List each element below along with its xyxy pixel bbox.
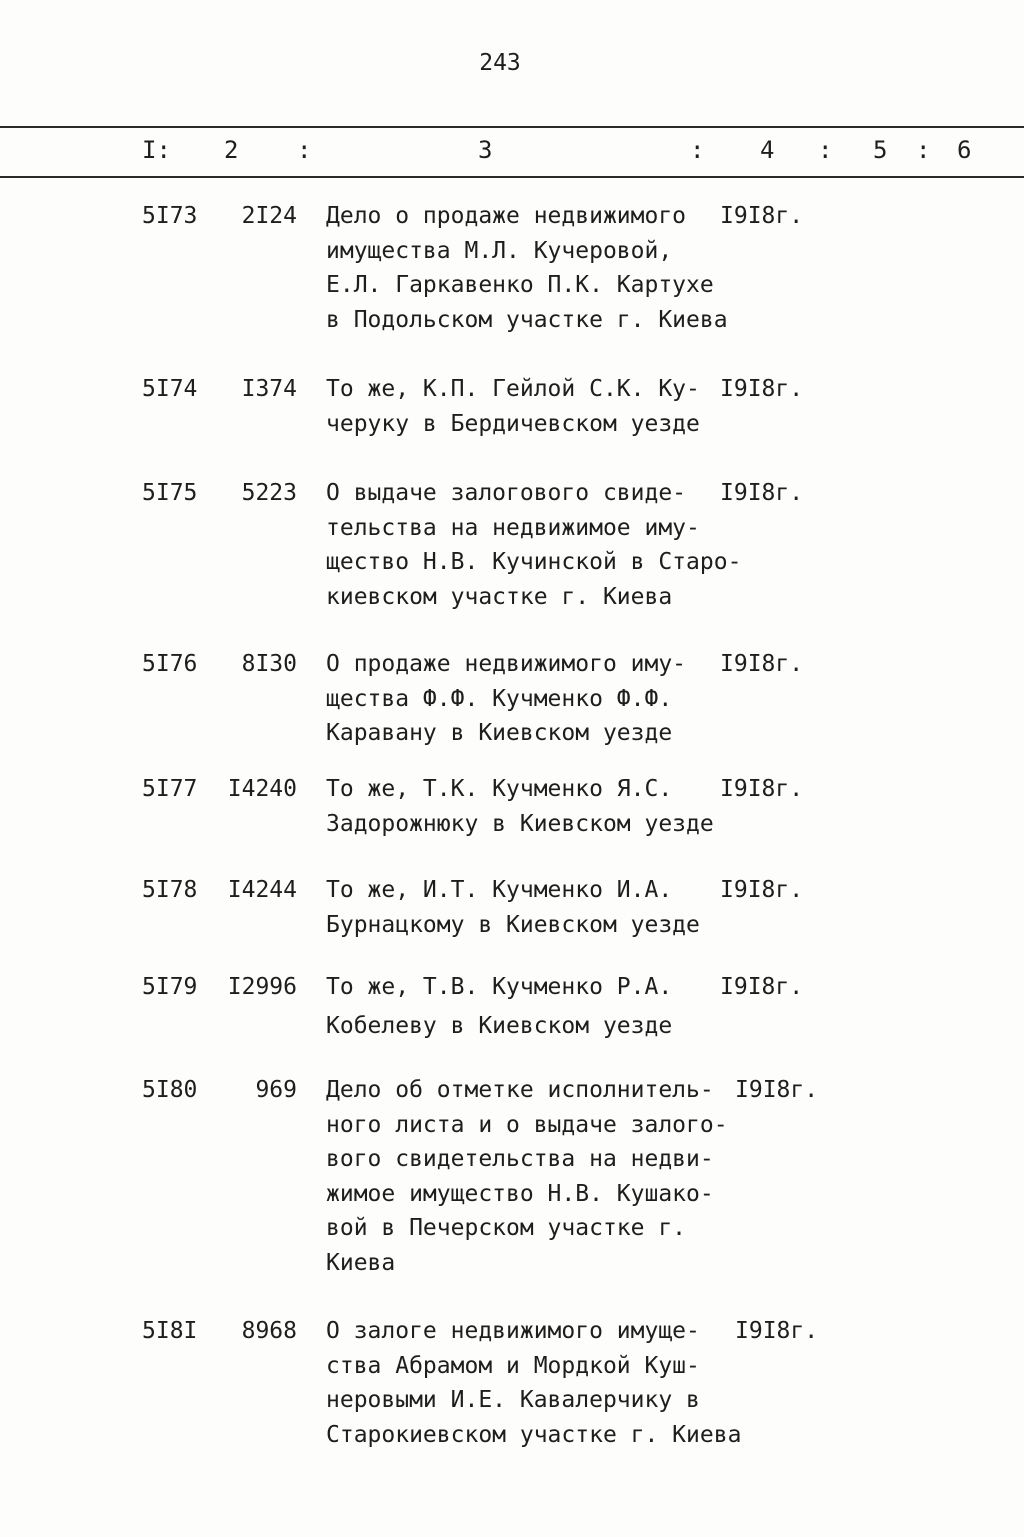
header-bottom-rule bbox=[0, 176, 1024, 178]
page-number: 243 bbox=[479, 50, 521, 76]
column-separator: : bbox=[690, 136, 705, 164]
description-line: Дело о продаже недвижимого bbox=[326, 203, 687, 229]
column-separator: : bbox=[818, 136, 833, 164]
row-number: 5I80 bbox=[142, 1077, 198, 1103]
column-separator: : bbox=[297, 136, 312, 164]
row-reference: I2996 bbox=[227, 974, 297, 1000]
row-reference: I4244 bbox=[227, 877, 297, 903]
row-description bbox=[326, 647, 766, 751]
description-line: черуку в Бердичевском уезде bbox=[326, 410, 700, 437]
description-line: киевском участке г. Киева bbox=[326, 583, 673, 610]
description-line: имущества М.Л. Кучеровой, bbox=[326, 237, 673, 264]
row-reference: 8I30 bbox=[241, 651, 297, 677]
row-description bbox=[326, 199, 766, 337]
column-3-header: 3 bbox=[478, 136, 493, 164]
description-line: Каравану в Киевском уезде bbox=[326, 720, 673, 746]
description-line: вого свидетельства на недви- bbox=[326, 1146, 714, 1172]
row-year: I9I8г. bbox=[720, 203, 804, 229]
column-separator: : bbox=[916, 136, 931, 164]
description-line: Дело об отметке исполнитель- bbox=[326, 1077, 714, 1103]
row-number: 5I77 bbox=[142, 776, 198, 802]
row-description bbox=[326, 476, 766, 614]
row-reference: 5223 bbox=[241, 480, 297, 506]
row-description bbox=[326, 772, 766, 841]
description-line: О продаже недвижимого иму- bbox=[326, 651, 687, 677]
row-number: 5I73 bbox=[142, 203, 198, 229]
row-reference: I4240 bbox=[227, 776, 297, 802]
description-line: вой в Печерском участке г. bbox=[326, 1215, 687, 1241]
row-year: I9I8г. bbox=[720, 877, 804, 903]
row-year: I9I8г. bbox=[720, 651, 804, 677]
description-line: неровыми И.Е. Кавалерчику в bbox=[326, 1387, 700, 1413]
row-number: 5I78 bbox=[142, 877, 198, 903]
row-year: I9I8г. bbox=[735, 1077, 819, 1103]
row-description bbox=[326, 970, 766, 1043]
row-number: 5I74 bbox=[142, 376, 198, 402]
description-line: Старокиевском участке г. Киева bbox=[326, 1421, 742, 1448]
row-description bbox=[326, 1314, 766, 1452]
description-line: ного листа и о выдаче залого- bbox=[326, 1111, 728, 1138]
row-reference: 969 bbox=[255, 1077, 297, 1103]
row-description bbox=[326, 372, 766, 441]
column-4-header: 4 bbox=[760, 136, 775, 164]
column-5-header: 5 bbox=[873, 136, 888, 164]
description-line: жимое имущество Н.В. Кушако- bbox=[326, 1180, 714, 1207]
description-line: То же, Т.К. Кучменко Я.С. bbox=[326, 776, 673, 802]
column-2-header: 2 bbox=[224, 136, 239, 164]
row-description bbox=[326, 1073, 766, 1280]
description-line: Е.Л. Гаркавенко П.К. Картухе bbox=[326, 272, 714, 298]
description-line: То же, К.П. Гейлой С.К. Ку- bbox=[326, 376, 700, 402]
row-year: I9I8г. bbox=[720, 974, 804, 1000]
row-year: I9I8г. bbox=[720, 776, 804, 802]
row-year: I9I8г. bbox=[720, 376, 804, 402]
description-line: Бурнацкому в Киевском уезде bbox=[326, 911, 700, 938]
description-line: Задорожнюку в Киевском уезде bbox=[326, 810, 714, 837]
column-6-header: 6 bbox=[957, 136, 972, 164]
description-line: Киева bbox=[326, 1249, 396, 1276]
description-line: тельства на недвижимое иму- bbox=[326, 514, 700, 541]
row-reference: I374 bbox=[241, 376, 297, 402]
row-reference: 8968 bbox=[241, 1318, 297, 1344]
column-1-header: I: bbox=[142, 136, 171, 164]
row-year: I9I8г. bbox=[720, 480, 804, 506]
description-line: щество Н.В. Кучинской в Старо- bbox=[326, 549, 742, 575]
description-line: О выдаче залогового свиде- bbox=[326, 480, 687, 506]
row-number: 5I76 bbox=[142, 651, 198, 677]
description-line: То же, Т.В. Кучменко Р.А. bbox=[326, 974, 673, 1000]
description-line: О залоге недвижимого имуще- bbox=[326, 1318, 700, 1344]
row-number: 5I75 bbox=[142, 480, 198, 506]
row-number: 5I8I bbox=[142, 1318, 198, 1344]
row-number: 5I79 bbox=[142, 974, 198, 1000]
description-line: щества Ф.Ф. Кучменко Ф.Ф. bbox=[326, 685, 673, 712]
description-line: Кобелеву в Киевском уезде bbox=[326, 1012, 673, 1039]
description-line: То же, И.Т. Кучменко И.А. bbox=[326, 877, 673, 903]
row-description bbox=[326, 873, 766, 942]
description-line: ства Абрамом и Мордкой Куш- bbox=[326, 1352, 700, 1379]
header-top-rule bbox=[0, 126, 1024, 128]
description-line: в Подольском участке г. Киева bbox=[326, 306, 728, 333]
row-reference: 2I24 bbox=[241, 203, 297, 229]
row-year: I9I8г. bbox=[735, 1318, 819, 1344]
